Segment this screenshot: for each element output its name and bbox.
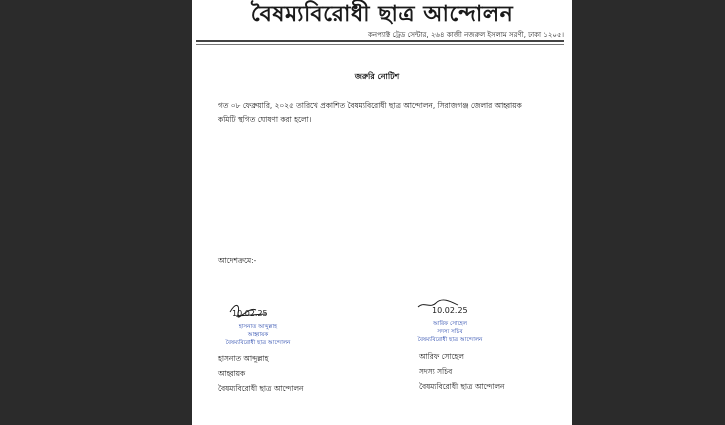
signatory-1-org: বৈষম্যবিরোধী ছাত্র আন্দোলন: [218, 384, 304, 393]
signatory-2-block: [419, 349, 504, 394]
signatory-2-org: বৈষম্যবিরোধী ছাত্র আন্দোলন: [419, 382, 505, 391]
stamp-2-name: আরিফ সোহেল: [432, 321, 467, 327]
signatory-2-name: আরিফ সোহেল: [419, 352, 464, 361]
signature-1-date: 10.02.25: [232, 309, 268, 318]
signatory-2-role: সদস্য সচিব: [419, 367, 453, 376]
header-rule-thin: [196, 44, 564, 45]
signatory-2-stamp: [410, 320, 490, 344]
stamp-1-org: বৈষম্যবিরোধী ছাত্র আন্দোলন: [225, 340, 291, 346]
signatory-1-role: আহ্বায়ক: [218, 369, 246, 378]
signature-2-date: 10.02.25: [432, 306, 468, 315]
stamp-2-role: সদস্য সচিব: [437, 329, 463, 335]
organization-name: বৈষম্যবিরোধী ছাত্র আন্দোলন: [250, 1, 514, 27]
order-line: আদেশক্রমে:-: [218, 256, 257, 265]
stamp-2-org: বৈষম্যবিরোধী ছাত্র আন্দোলন: [417, 337, 483, 343]
signatory-1-stamp: [218, 323, 298, 347]
notice-title: জরুরি নোটিশ: [354, 72, 400, 81]
header-rule-thick: [196, 40, 564, 42]
stamp-1-role: আহ্বায়ক: [247, 332, 269, 338]
signatory-1-block: [218, 351, 303, 396]
notice-document: [192, 0, 572, 425]
notice-body: গত ০৮ ফেব্রুয়ারি, ২০২৫ তারিখে প্রকাশিত বৈষম্যবিরোধী ছাত্র আন্দোলন, সিরাজগঞ্জ জেলার আহ্বায়ক কমিটি স্থগিত ঘোষণা করা হলো।: [218, 101, 522, 124]
organization-address: কনপ্যাক্ট ট্রেড সেন্টার, ২৬৪ কাজী নজরুল ইসলাম সরণী, ঢাকা ১২০৫।: [368, 31, 564, 39]
signatory-1-name: হাসনাত আব্দুল্লাহ: [218, 354, 269, 363]
stamp-1-name: হাসনাত আব্দুল্লাহ: [238, 324, 278, 330]
